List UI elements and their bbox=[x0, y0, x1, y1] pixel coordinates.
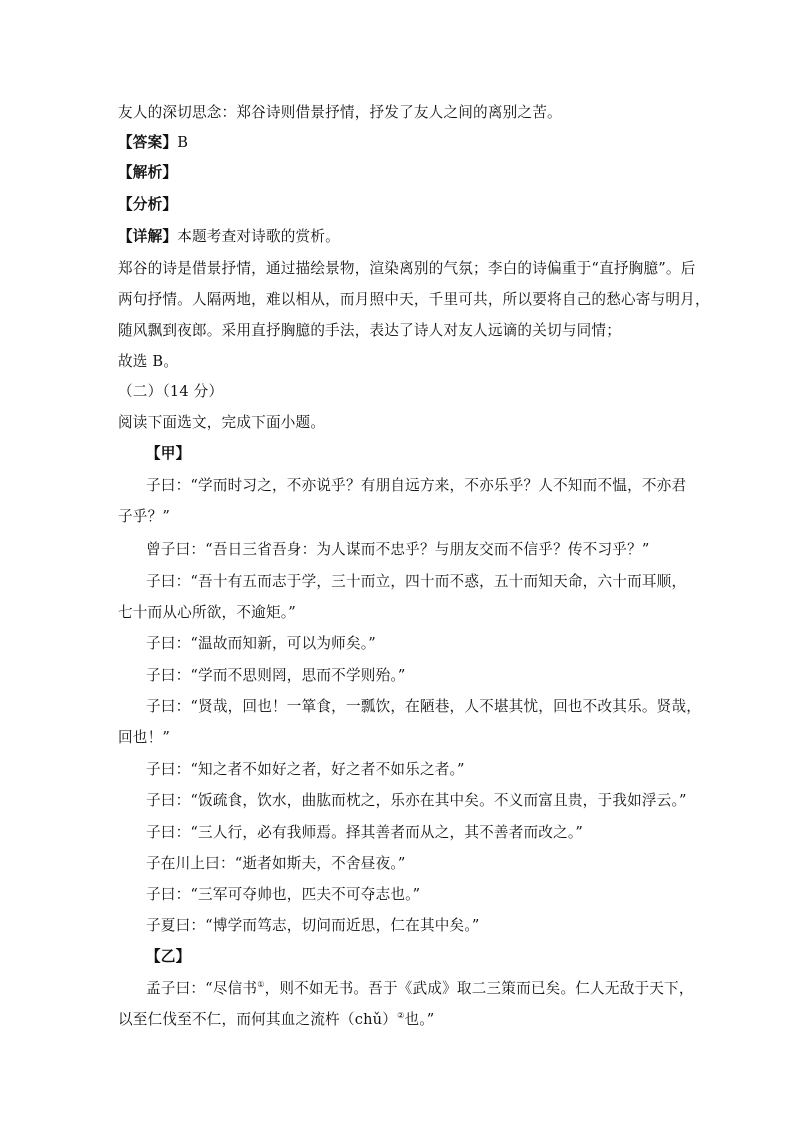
footnote-marker: ② bbox=[397, 1011, 405, 1021]
mencius-line bbox=[118, 1010, 434, 1030]
mencius-line bbox=[146, 979, 694, 999]
quote-line: 子曰：“饭疏食，饮水，曲肱而枕之，乐亦在其中矣。不义而富且贵，于我如浮云。” bbox=[146, 792, 687, 809]
mencius-text: 也。” bbox=[404, 1011, 435, 1028]
quote-line: 子曰：“学而不思则罔，思而不学则殆。” bbox=[146, 667, 406, 684]
answer-label: 【答案】 bbox=[118, 134, 178, 151]
text-line: 两句抒情。人隔两地，难以相从，而月照中天，千里可共，所以要将自己的愁心寄与明月， bbox=[118, 291, 710, 308]
quote-line: 子曰：“三军可夺帅也，匹夫不可夺志也。” bbox=[146, 886, 421, 903]
quote-line: 七十而从心所欲，不逾矩。” bbox=[118, 604, 296, 621]
xiangjie-text: 本题考查对诗歌的赏析。 bbox=[177, 228, 340, 245]
answer-line bbox=[118, 133, 188, 153]
yi-label: 【乙】 bbox=[146, 948, 191, 965]
quote-line: 子曰：“吾十有五而志于学，三十而立，四十而不惑，五十而知天命，六十而耳顺， bbox=[146, 573, 687, 590]
quote-line: 曾子曰：“吾日三省吾身：为人谋而不忠乎？与朋友交而不信乎？传不习乎？” bbox=[146, 541, 650, 558]
mencius-text: 孟子曰：“尽信书 bbox=[146, 980, 258, 997]
jia-label: 【甲】 bbox=[146, 445, 191, 462]
quote-line: 子乎？” bbox=[118, 508, 171, 525]
quote-line: 子曰：“学而时习之，不亦说乎？有朋自远方来，不亦乐乎？人不知而不愠，不亦君 bbox=[146, 477, 687, 494]
quote-line: 子在川上曰：“逝者如斯夫，不舍昼夜。” bbox=[146, 855, 406, 872]
quote-line: 子曰：“三人行，必有我师焉。择其善者而从之，其不善者而改之。” bbox=[146, 824, 584, 841]
text-line: 随风飘到夜郎。采用直抒胸臆的手法，表达了诗人对友人远谪的关切与同情； bbox=[118, 322, 621, 339]
footnote-marker: ① bbox=[257, 980, 265, 990]
instruction-text: 阅读下面选文，完成下面小题。 bbox=[118, 414, 326, 431]
answer-value: B bbox=[177, 134, 189, 151]
quote-line: 子夏曰：“博学而笃志，切问而近思，仁在其中矣。” bbox=[146, 917, 480, 934]
quote-line: 回也！” bbox=[118, 729, 171, 746]
analysis-label: 【解析】 bbox=[118, 164, 178, 181]
quote-line: 子曰：“知之者不如好之者，好之者不如乐之者。” bbox=[146, 761, 465, 778]
xiangjie-label: 【详解】 bbox=[118, 228, 178, 245]
quote-line: 子曰：“温故而知新，可以为师矣。” bbox=[146, 635, 376, 652]
quote-line: 子曰：“贤哉，回也！一箪食，一瓢饮，在陋巷，人不堪其忧，回也不改其乐。贤哉， bbox=[146, 698, 702, 715]
section-heading: （二）（14 分） bbox=[118, 383, 224, 400]
text-line: 郑谷的诗是借景抒情，通过描绘景物，渲染离别的气氛；李白的诗偏重于“直抒胸臆”。后 bbox=[118, 260, 696, 277]
xiangjie-line bbox=[118, 227, 340, 247]
fenxi-label: 【分析】 bbox=[118, 196, 178, 213]
text-line: 友人的深切思念：郑谷诗则借景抒情，抒发了友人之间的离别之苦。 bbox=[118, 104, 562, 121]
mencius-text: ，则不如无书。吾于《武成》取二三策而已矣。仁人无敌于天下， bbox=[264, 980, 694, 997]
text-line: 故选 B。 bbox=[118, 353, 179, 370]
mencius-text: 以至仁伐至不仁，而何其血之流杵（chǔ） bbox=[118, 1011, 398, 1028]
